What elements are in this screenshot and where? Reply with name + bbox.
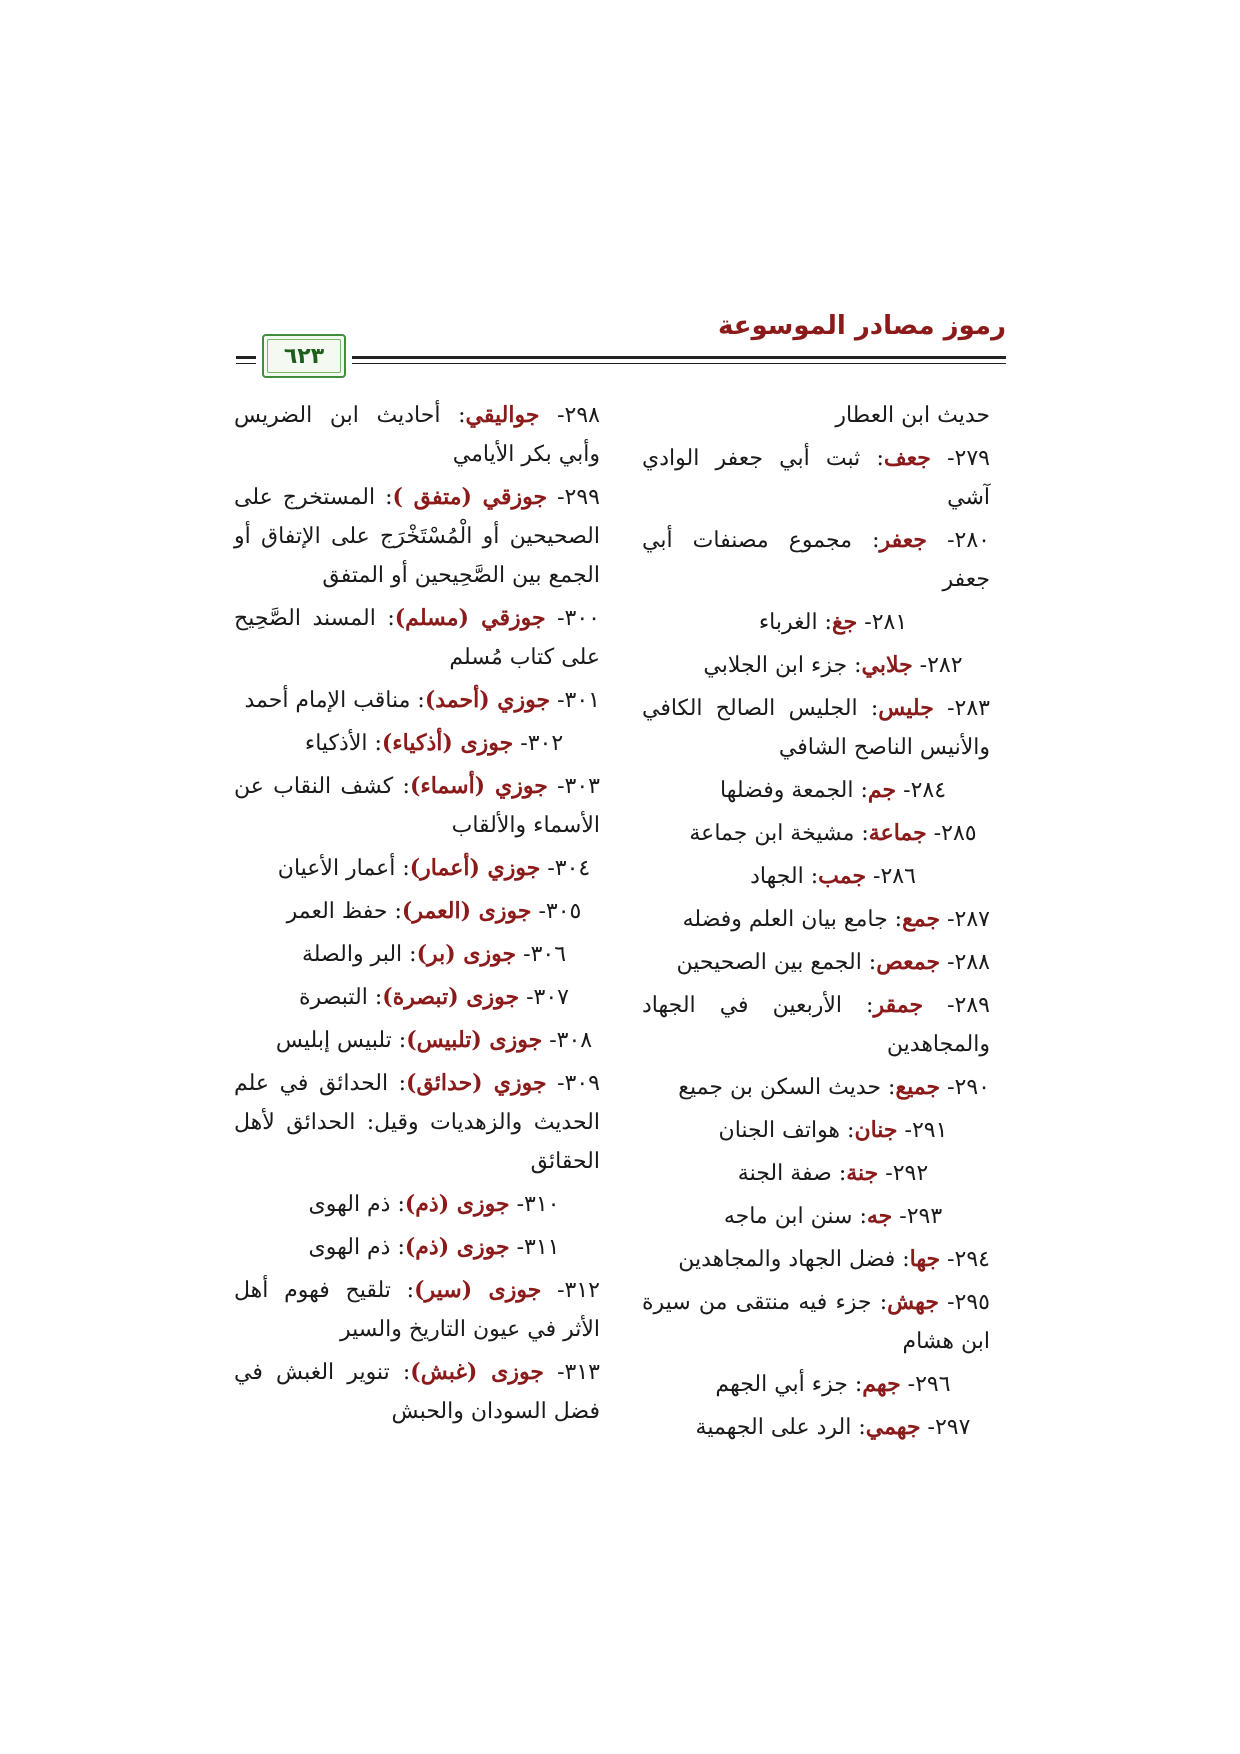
entry-code: جوزى (غبش) — [410, 1359, 544, 1385]
entry-title: : جزء أبي الجهم — [715, 1372, 863, 1397]
entry-number: ٢٧٩- — [930, 446, 990, 471]
header-rule-thin — [352, 363, 1006, 364]
entry-title: : الرد على الجهمية — [695, 1415, 866, 1440]
entry-title: : حفظ العمر — [286, 899, 402, 924]
entry-code: جمقر — [873, 992, 924, 1018]
source-entry — [234, 478, 600, 595]
entry-code: جميع — [895, 1074, 941, 1100]
entry-number: ٣١٢- — [541, 1278, 600, 1303]
entry-code: جمع — [902, 906, 941, 932]
source-entry — [234, 1064, 600, 1181]
entry-title: : جزء فيه منتقى من سيرة ابن هشام — [642, 1290, 990, 1354]
source-entry — [642, 814, 990, 853]
source-entry — [642, 1111, 990, 1150]
entry-number: ٢٩٧- — [920, 1415, 971, 1440]
source-entry — [642, 771, 990, 810]
source-entry — [642, 1365, 990, 1404]
page-number: ٦٢٣ — [283, 343, 325, 369]
entry-number: ٣٠٦- — [516, 942, 567, 967]
source-entry — [642, 1197, 990, 1236]
entry-number: ٢٨٢- — [912, 653, 963, 678]
source-entry — [642, 603, 990, 642]
entry-number: ٢٩٨- — [539, 403, 600, 428]
source-entry — [642, 1068, 990, 1107]
entry-title: : حديث السكن بن جميع — [678, 1075, 896, 1100]
entry-title: : سنن ابن ماجه — [723, 1204, 867, 1229]
entry-number: ٣٠٤- — [540, 856, 591, 881]
entry-number: ٢٩٣- — [892, 1204, 943, 1229]
header-rule-thick — [352, 356, 1006, 359]
entry-title: : الغرباء — [758, 610, 832, 635]
source-entry — [234, 599, 600, 677]
entry-number: ٣٠٩- — [546, 1071, 600, 1096]
entry-code: جنان — [854, 1117, 898, 1143]
entry-title: : المسند الصَّحِيح على كتاب مُسلم — [234, 606, 600, 670]
entry-title: : الجمعة وفضلها — [719, 778, 868, 803]
entry-title: : ثبت أبي جعفر الوادي آشي — [642, 446, 990, 510]
entry-title: : جامع بيان العلم وفضله — [682, 907, 903, 932]
running-title: رموز مصادر الموسوعة — [717, 311, 1006, 341]
entry-number: ٢٩٥- — [938, 1290, 990, 1315]
source-entry — [234, 978, 600, 1017]
source-entry — [642, 1283, 990, 1361]
entry-code: جليس — [878, 695, 934, 721]
source-entry — [234, 849, 600, 888]
entry-code: جوزي (أسماء) — [409, 773, 548, 799]
source-entry — [642, 943, 990, 982]
source-entry — [642, 439, 990, 517]
entry-title: : الحدائق في علم الحديث والزهديات وقيل: الحدائق لأهل الحقائق — [234, 1071, 600, 1174]
source-entry — [234, 1021, 600, 1060]
entry-number: ٢٨٧- — [940, 907, 990, 932]
entry-code: جم — [867, 777, 897, 803]
entry-number: ٢٩٤- — [940, 1247, 990, 1272]
entry-code: جعفر — [879, 527, 927, 553]
entry-number: ٣٠٥- — [531, 899, 582, 924]
entry-title: : صفة الجنة — [737, 1161, 847, 1186]
source-entry — [234, 396, 600, 474]
entry-number: ٢٨٣- — [933, 696, 990, 721]
entry-number: ٢٨٦- — [866, 864, 916, 889]
source-entry — [234, 724, 600, 763]
source-entry — [642, 1240, 990, 1279]
entry-code: جوزقي (مسلم) — [394, 605, 546, 631]
entry-title: : مناقب الإمام أحمد — [244, 688, 425, 713]
entry-number: ٢٩٦- — [900, 1372, 951, 1397]
entry-title: : ذم الهوى — [308, 1235, 405, 1260]
entry-title: : تلقيح فهوم أهل الأثر في عيون التاريخ والسير — [234, 1278, 600, 1342]
source-entry — [234, 767, 600, 845]
entry-title: : أحاديث ابن الضريس وأبي بكر الأيامي — [234, 403, 600, 467]
source-entry — [642, 521, 990, 599]
source-entry — [642, 1154, 990, 1193]
entry-title: : مجموع مصنفات أبي جعفر — [642, 528, 990, 592]
entry-title: : كشف النقاب عن الأسماء والألقاب — [234, 774, 600, 838]
entry-code: جوزى (بر) — [416, 941, 517, 967]
entry-code: جوزي (أعمار) — [409, 855, 541, 881]
entry-number: ٢٩٠- — [940, 1075, 990, 1100]
entry-code: جوزقي (متفق ) — [392, 484, 548, 510]
entry-title: : تلبيس إبليس — [275, 1028, 407, 1053]
source-entry — [642, 689, 990, 767]
entry-number: ٣٠٣- — [547, 774, 600, 799]
entry-title: : ذم الهوى — [308, 1192, 405, 1217]
entry-code: جمعص — [876, 949, 941, 975]
source-entry — [642, 646, 990, 685]
entry-number: ٣٠٧- — [519, 985, 569, 1010]
entry-number: ٣٠٠- — [545, 606, 600, 631]
source-entry — [234, 1353, 600, 1431]
entry-number: ٣٠٢- — [513, 731, 564, 756]
entry-title: : التبصرة — [299, 985, 383, 1010]
entry-number: ٢٨٨- — [940, 950, 990, 975]
entry-code: جنة — [846, 1160, 879, 1186]
source-entry — [234, 1271, 600, 1349]
entry-number: ٢٩٩- — [547, 485, 600, 510]
entry-number: ٣٠٨- — [542, 1028, 593, 1053]
entry-title: : المستخرج على الصحيحين أو الْمُسْتَخْرَج على الإتفاق أو الجمع بين الصَّحِيحين أو المتفق — [234, 485, 600, 588]
header-rule-left-thick — [236, 356, 256, 359]
entry-title: : جزء ابن الجلابي — [703, 653, 862, 678]
entry-code: جوزى (ذم) — [404, 1191, 510, 1217]
entry-code: جواليقي — [465, 402, 540, 428]
entry-code: جهش — [887, 1289, 939, 1315]
entry-code: جهمي — [865, 1414, 921, 1440]
entry-number: ٢٨١- — [857, 610, 908, 635]
right-column — [642, 396, 990, 1451]
entry-code: جوزي (حدائق) — [406, 1070, 547, 1096]
entry-code: جه — [866, 1203, 893, 1229]
entry-code: جوزى (سير) — [414, 1277, 542, 1303]
entry-number: ٣١٣- — [543, 1360, 600, 1385]
entry-code: جوزى (تبصرة) — [382, 984, 520, 1010]
entry-number: ٣٠١- — [550, 688, 600, 713]
source-entry — [234, 892, 600, 931]
entry-code: جها — [909, 1246, 941, 1272]
entry-title: : الأذكياء — [304, 731, 382, 756]
entry-code: جوزى (أذكياء) — [381, 730, 514, 756]
entry-code: جوزي (أحمد) — [424, 687, 551, 713]
source-entry — [642, 857, 990, 896]
entry-number: ٢٩١- — [897, 1118, 948, 1143]
page-header — [236, 306, 1006, 378]
entry-code: جماعة — [868, 820, 927, 846]
entry-number: ٣١١- — [509, 1235, 560, 1260]
entry-title: : الجمع بين الصحيحين — [676, 950, 877, 975]
entry-title: : فضل الجهاد والمجاهدين — [678, 1247, 910, 1272]
entry-number: ٢٩٢- — [878, 1161, 929, 1186]
header-rule-left-thin — [236, 363, 256, 364]
entry-code: جوزى (العمر) — [401, 898, 532, 924]
source-entry — [234, 1228, 600, 1267]
entry-number: ٢٨٠- — [927, 528, 990, 553]
source-entry — [234, 681, 600, 720]
entry-number: ٢٨٩- — [923, 993, 990, 1018]
entry-title: : أعمار الأعيان — [277, 856, 410, 881]
source-entry — [234, 1185, 600, 1224]
entry-code: جغ — [831, 609, 858, 635]
left-column — [234, 396, 600, 1435]
entry-code: جلابي — [861, 652, 913, 678]
entry-number: ٢٨٤- — [896, 778, 947, 803]
entry-title: حديث ابن العطار — [835, 403, 990, 428]
entry-title: : مشيخة ابن جماعة — [689, 821, 869, 846]
source-entry — [234, 935, 600, 974]
source-entry — [642, 1408, 990, 1447]
page-number-badge — [262, 334, 346, 378]
entry-title: : هواتف الجنان — [718, 1118, 855, 1143]
entry-code: جوزى (ذم) — [404, 1234, 510, 1260]
entry-title: : الجليس الصالح الكافي والأنيس الناصح الشافي — [642, 696, 990, 760]
entry-code: جمب — [818, 863, 867, 889]
entry-number: ٣١٠- — [509, 1192, 560, 1217]
source-entry — [642, 986, 990, 1064]
entry-code: جوزى (تلبيس) — [406, 1027, 543, 1053]
source-entry — [642, 396, 990, 435]
entry-code: جهم — [862, 1371, 901, 1397]
source-entry — [642, 900, 990, 939]
entry-title: : تنوير الغبش في فضل السودان والحبش — [234, 1360, 600, 1424]
entry-code: جعف — [883, 445, 931, 471]
entry-title: : الجهاد — [750, 864, 819, 889]
entry-title: : البر والصلة — [301, 942, 417, 967]
entry-title: : الأربعين في الجهاد والمجاهدين — [642, 993, 990, 1057]
entry-number: ٢٨٥- — [926, 821, 977, 846]
